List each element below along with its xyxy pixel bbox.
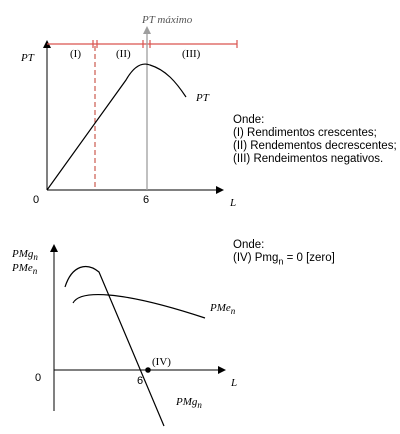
notes-top-line-3: (III) Rendeimentos negativos.	[233, 153, 384, 165]
zone-label-2: (II)	[116, 48, 131, 60]
top-y-axis-label: PT	[21, 52, 34, 64]
top-x-axis-label: L	[230, 197, 237, 209]
notes-top-line-1: (I) Rendimentos crescentes;	[233, 127, 377, 139]
pt-curve	[47, 64, 186, 190]
bottom-y-label-pmg: PMg$_n$	[12, 248, 38, 262]
notes-top	[233, 114, 397, 166]
notes-top-line-2: (II) Rendementos decrescentes;	[233, 140, 397, 152]
bottom-y-label-pme: PMe$_n$	[12, 262, 38, 276]
pmg-curve-label: PMg$_n$	[176, 396, 202, 410]
notes-bottom-line: (IV) Pmg$_n$ = 0 [zero]	[233, 252, 335, 267]
bottom-origin-label: 0	[35, 372, 42, 384]
pmg-zero-point	[145, 367, 151, 373]
notes-top-title: Onde:	[233, 114, 265, 126]
pt-max-label: PT máximo	[142, 14, 193, 26]
zone-bar	[47, 40, 237, 48]
zone-label-1: (I)	[70, 48, 81, 60]
iv-label: (IV)	[152, 356, 171, 368]
bottom-six-label: 6	[137, 375, 144, 387]
top-six-label: 6	[143, 194, 150, 206]
notes-bottom-title: Onde:	[233, 239, 265, 251]
bottom-x-axis-label: L	[231, 377, 238, 389]
pme-curve-label: PMe$_n$	[210, 302, 236, 316]
pme-curve	[73, 295, 205, 318]
pt-curve-label: PT	[196, 92, 209, 104]
notes-bottom	[233, 239, 335, 268]
pmg-curve	[65, 267, 164, 426]
zone-label-3: (III)	[182, 48, 201, 60]
top-origin-label: 0	[33, 194, 40, 206]
